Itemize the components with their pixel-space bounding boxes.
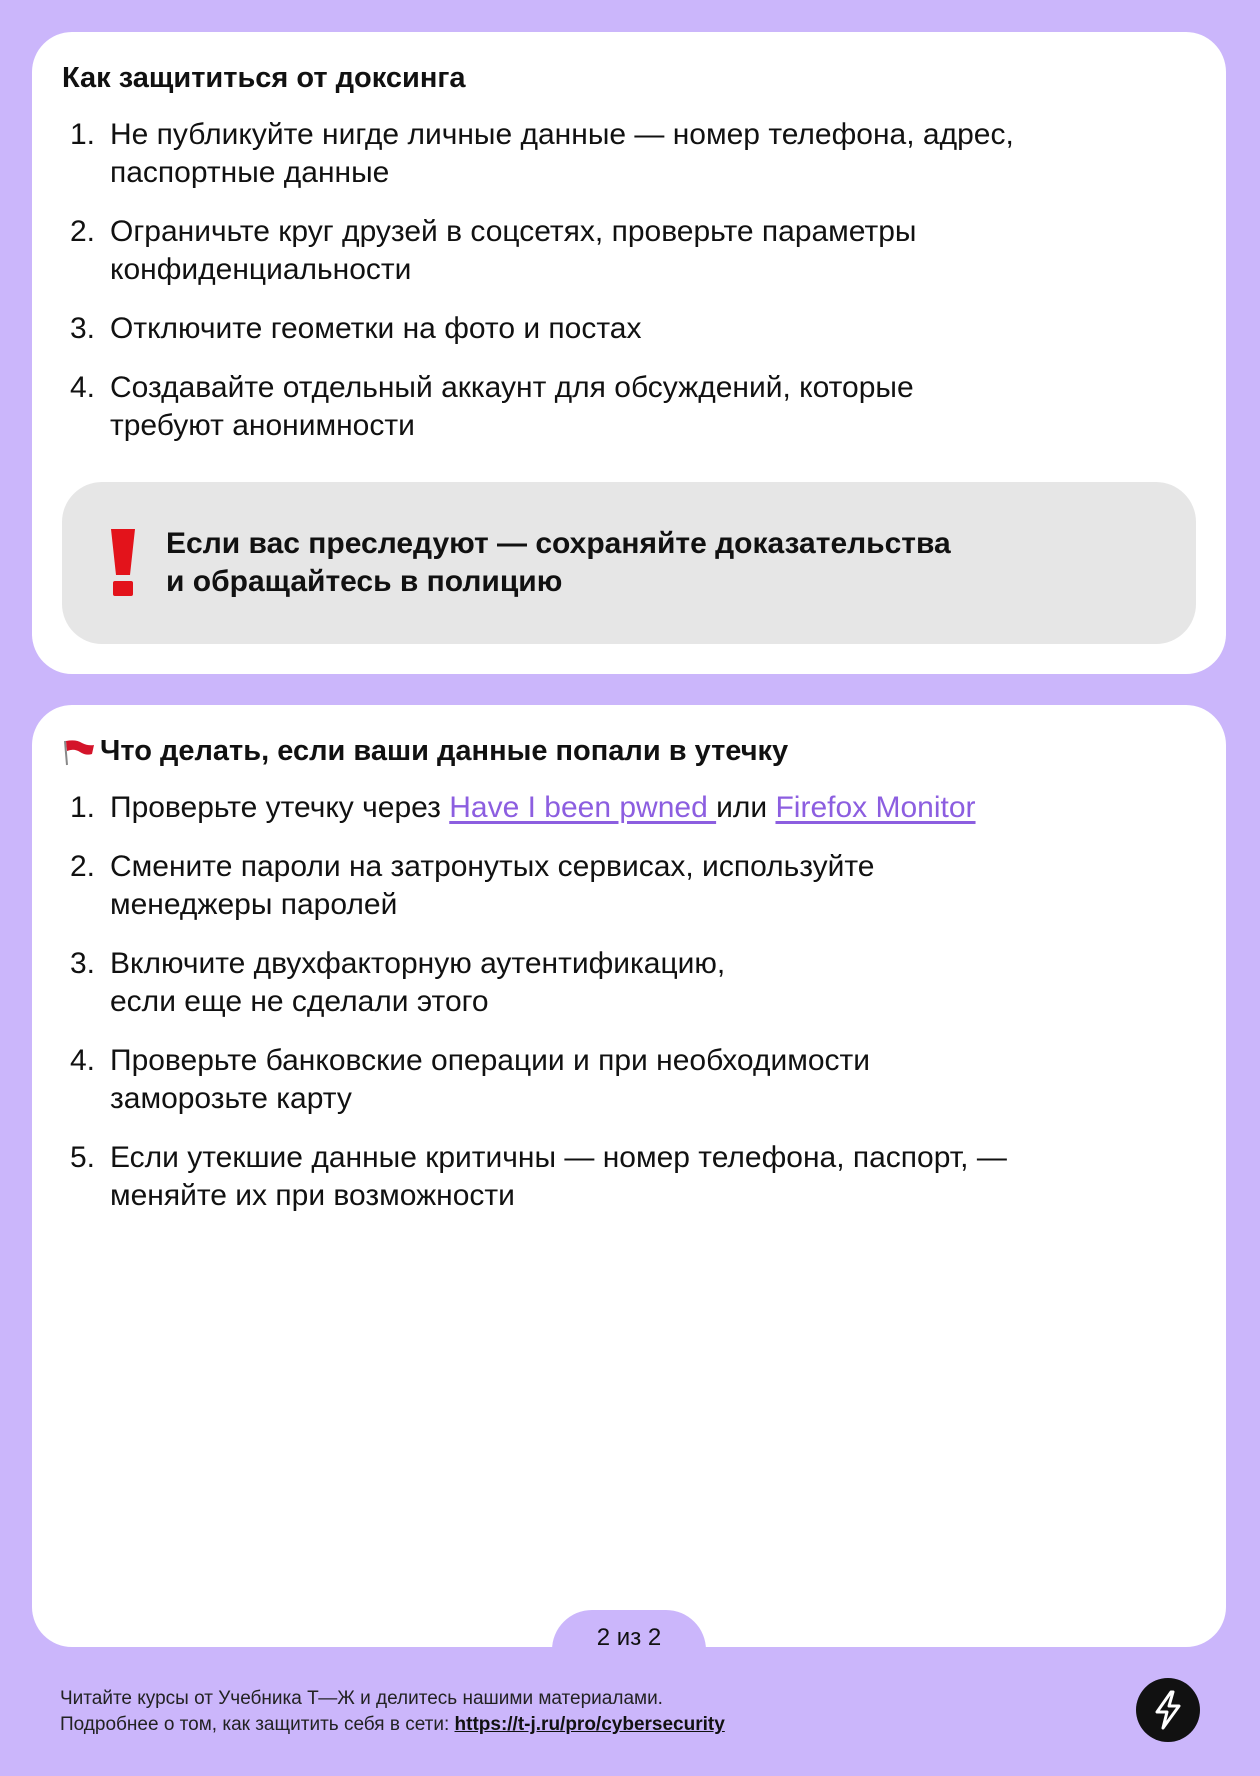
lightning-logo-icon (1136, 1678, 1200, 1742)
warning-line-1: Если вас преследуют — сохраняйте доказательства (166, 527, 951, 560)
leak-title-row (62, 733, 1196, 771)
list-item-number: 1. (70, 117, 96, 151)
footer-line-2: Подробнее о том, как защитить себя в сети: (60, 1714, 455, 1735)
have-i-been-pwned-link[interactable]: Have I been pwned (449, 790, 717, 824)
list-item-number: 3. (70, 311, 96, 345)
list-item-text-cont: конфиденциальности (110, 252, 412, 286)
list-item-number: 3. (70, 946, 96, 980)
list-item (62, 116, 1196, 192)
list-item-text-or: или (716, 790, 776, 824)
warning-text (166, 525, 951, 601)
list-item (62, 369, 1196, 445)
list-item-text-cont: если еще не сделали этого (110, 984, 489, 1018)
list-item-text-cont: менеджеры паролей (110, 887, 398, 921)
footer-line-1: Читайте курсы от Учебника Т—Ж и делитесь нашими материалами. (60, 1688, 663, 1709)
list-item-number: 2. (70, 214, 96, 248)
doxing-title: Как защититься от доксинга (62, 62, 466, 94)
list-item-text: Смените пароли на затронутых сервисах, используйте (110, 849, 875, 883)
list-item-text-cont: паспортные данные (110, 155, 390, 189)
list-item-text: Создавайте отдельный аккаунт для обсуждений, которые (110, 370, 914, 404)
list-item (62, 1042, 1196, 1118)
list-item-text: Проверьте утечку через (110, 790, 450, 824)
list-item (62, 789, 1196, 827)
doxing-card (32, 32, 1226, 674)
list-item-number: 5. (70, 1140, 96, 1174)
list-item-text: Не публикуйте нигде личные данные — номер телефона, адрес, (110, 117, 1014, 151)
firefox-monitor-link[interactable]: Firefox Monitor (775, 790, 976, 824)
warning-callout (62, 482, 1196, 644)
list-item (62, 1139, 1196, 1215)
leak-title: Что делать, если ваши данные попали в утечку (100, 735, 789, 767)
list-item-text: Проверьте банковские операции и при необходимости (110, 1043, 871, 1077)
list-item-number: 2. (70, 849, 96, 883)
list-item-text: Если утекшие данные критичны — номер телефона, паспорт, — (110, 1140, 1007, 1174)
cybersecurity-link[interactable]: https://t-j.ru/pro/cybersecurity (454, 1714, 725, 1735)
list-item-text: Включите двухфакторную аутентификацию, (110, 946, 726, 980)
list-item-text-cont: требуют анонимности (110, 408, 415, 442)
leak-card (32, 705, 1226, 1647)
list-item (62, 213, 1196, 289)
list-item-text-cont: меняйте их при возможности (110, 1178, 515, 1212)
exclamation-icon (96, 529, 150, 597)
list-item (62, 848, 1196, 924)
list-item-text: Отключите геометки на фото и постах (110, 311, 642, 345)
list-item-text: Ограничьте круг друзей в соцсетях, проверьте параметры (110, 214, 917, 248)
list-item (62, 945, 1196, 1021)
list-item (62, 310, 1196, 348)
red-flag-icon (62, 738, 98, 766)
list-item-number: 1. (70, 790, 96, 824)
list-item-number: 4. (70, 370, 96, 404)
footer (60, 1686, 725, 1738)
page-indicator: 2 из 2 (552, 1610, 706, 1670)
doxing-list (62, 116, 1196, 445)
leak-list (62, 789, 1196, 1215)
warning-line-2: и обращайтесь в полицию (166, 565, 563, 598)
list-item-number: 4. (70, 1043, 96, 1077)
list-item-text-cont: заморозьте карту (110, 1081, 352, 1115)
